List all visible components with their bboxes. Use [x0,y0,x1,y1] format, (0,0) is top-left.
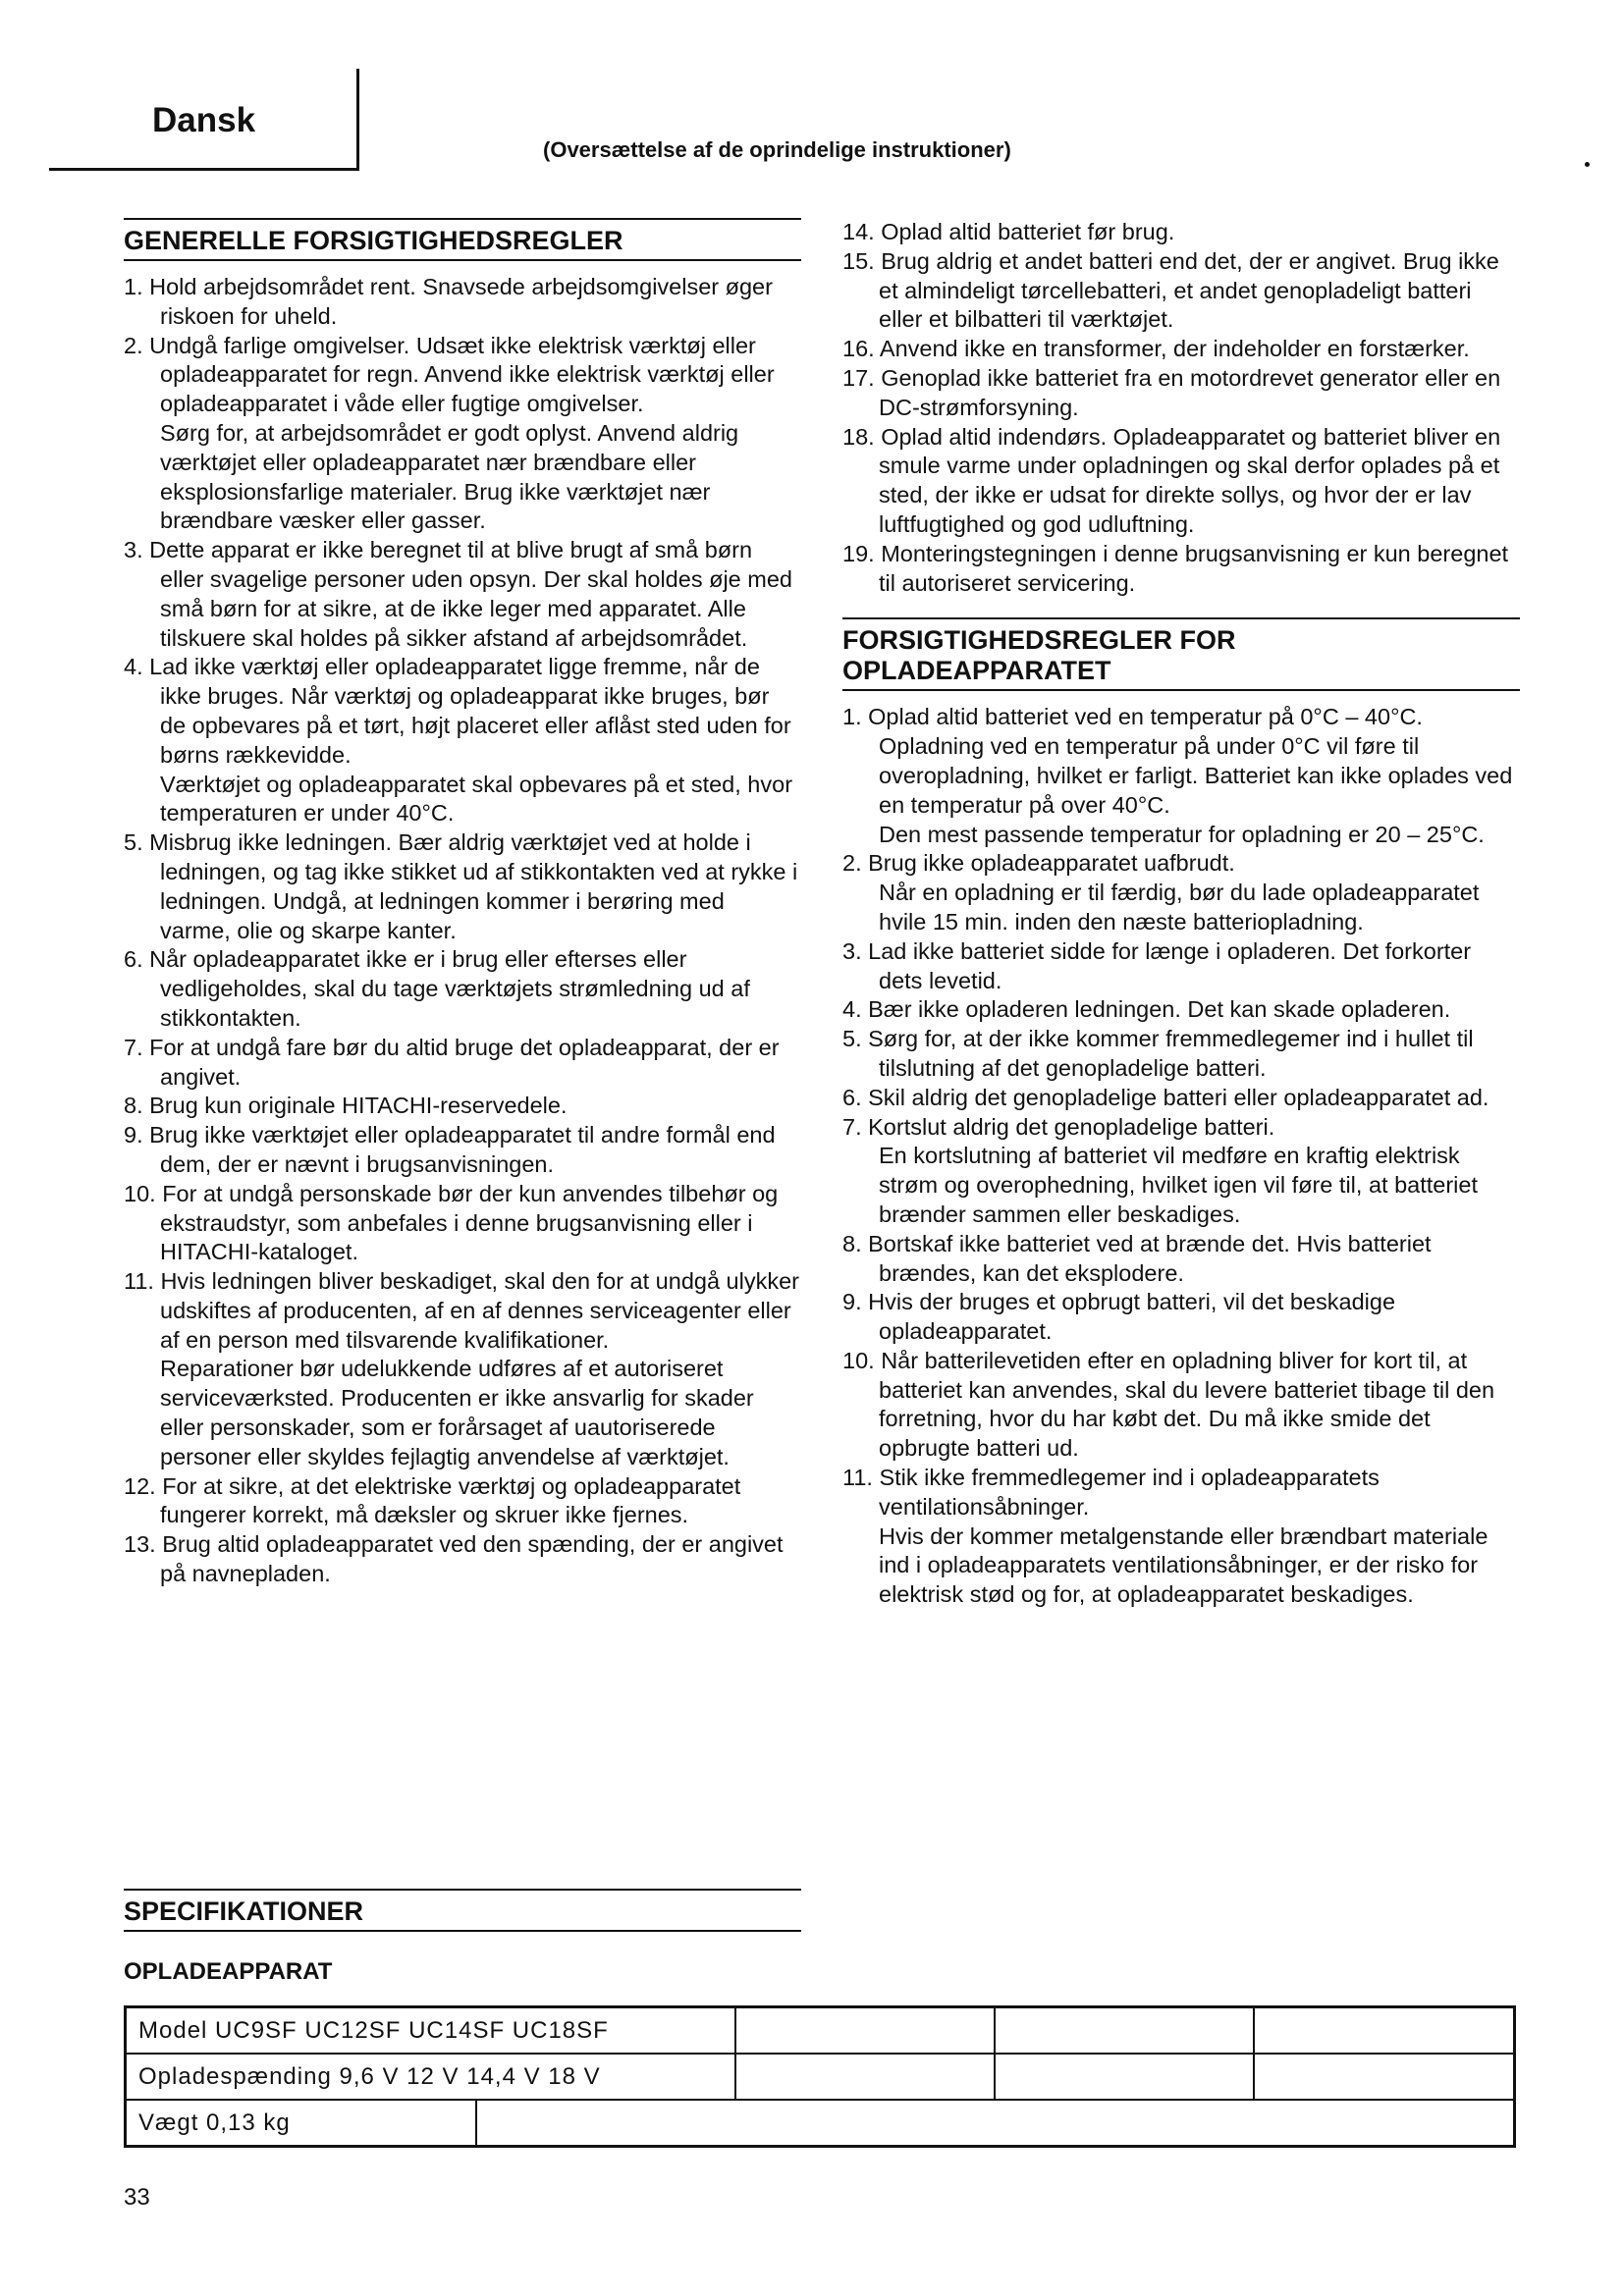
rule-item: 9. Brug ikke værktøjet eller opladeapparatet til andre formål end dem, der er nævnt i brugsanvisningen. [124,1122,776,1177]
spec-cell: Opladespænding 9,6 V 12 V 14,4 V 18 V [126,2054,735,2100]
rule-item: 12. For at sikre, at det elektriske værktøj og opladeapparatet fungerer korrekt, må dæksler og skruer ikke fjernes. [124,1472,741,1528]
rule-continuation: Værktøjet og opladeapparatet skal opbevares på et sted, hvor temperaturen er under 40°C. [160,771,793,827]
general-rules-list [124,273,801,1589]
rule-item: 6. Skil aldrig det genopladelige batteri eller opladeapparatet ad. [842,1084,1489,1110]
spec-row-model [126,2007,1515,2055]
rule-item: 2. Brug ikke opladeapparatet uafbrudt. [842,850,1235,877]
spec-cell [1254,2007,1515,2055]
rule-continuation: Den mest passende temperatur for opladning er 20 – 25°C. [879,821,1485,847]
specifications-title: SPECIFIKATIONER [124,1889,801,1932]
left-column [124,218,801,1589]
spec-cell [995,2054,1254,2100]
charger-rules-title [842,617,1520,691]
rule-continuation: Reparationer bør udelukkende udføres af et autoriseret serviceværksted. Producenten er ikke ansvarlig for skader eller personskader, som er forårsaget af uautoriserede personer eller skyldes fejlagtig anvendelse af værktøjet. [160,1356,754,1469]
rule-item: 9. Hvis der bruges et opbrugt batteri, vil det beskadige opladeapparatet. [842,1289,1396,1345]
rule-item: 8. Bortskaf ikke batteriet ved at brænde det. Hvis batteriet brændes, kan det eksplodere. [842,1230,1432,1286]
translation-note: (Oversættelse af de oprindelige instruktioner) [543,137,1011,162]
rule-item: 17. Genoplad ikke batteriet fra en motordrevet generator eller en DC-strømforsyning. [842,364,1501,420]
rule-item: 15. Brug aldrig et andet batteri end det, der er angivet. Brug ikke et almindeligt tørcellebatteri, et andet genopladeligt batteri eller et bilbatteri til værktøjet. [842,247,1499,333]
rule-item: 11. Stik ikke fremmedlegemer ind i opladeapparatets ventilationsåbninger. [842,1465,1380,1520]
rule-item: 19. Monteringstegningen i denne brugsanvisning er kun beregnet til autoriseret servicering. [842,540,1509,596]
rule-item: 11. Hvis ledningen bliver beskadiget, skal den for at undgå ulykker udskiftes af producenten, af en af dennes serviceagenter eller af en person med tilsvarende kvalifikationer. [124,1268,799,1353]
spec-cell [995,2007,1254,2055]
charger-rules-title-line2: OPLADEAPPARATET [842,656,1111,686]
language-label: Dansk [152,101,256,139]
spec-row-voltage [126,2054,1515,2100]
rule-item: 1. Hold arbejdsområdet rent. Snavsede arbejdsomgivelser øger riskoen for uheld. [124,274,773,329]
spec-cell [735,2054,995,2100]
rule-item: 7. Kortslut aldrig det genopladelige batteri. [842,1113,1275,1140]
general-rules-list-continued [842,218,1520,598]
rule-item: 1. Oplad altid batteriet ved en temperatur på 0°C – 40°C. Opladning ved en temperatur på under 0°C vil føre til overopladning, hvilket er farligt. Batteriet kan ikke oplades ved en temperatur på over 40°C. [842,704,1513,818]
rule-item: 13. Brug altid opladeapparatet ved den spænding, der er angivet på navnepladen. [124,1531,784,1587]
spec-row-weight [126,2100,1515,2147]
rule-item: 2. Undgå farlige omgivelser. Udsæt ikke elektrisk værktøj eller opladeapparatet for regn. Anvend ikke elektrisk værktøj eller opladeapparatet i våde eller fugtige omgivelser. [124,332,775,417]
spec-cell [735,2007,995,2055]
rule-item: 4. Bær ikke opladeren ledningen. Det kan skade opladeren. [842,996,1451,1023]
rule-item: 10. For at undgå personskade bør der kun anvendes tilbehør og ekstraudstyr, som anbefales i denne brugsanvisning eller i HITACHI-kataloget. [124,1180,779,1265]
rule-item: 7. For at undgå fare bør du altid bruge det opladeapparat, der er angivet. [124,1034,780,1090]
specifications-section [124,1889,801,1932]
general-rules-title: GENERELLE FORSIGTIGHEDSREGLER [124,218,801,261]
rule-item: 5. Sørg for, at der ikke kommer fremmedlegemer ind i hullet til tilslutning af det genopladelige batteri. [842,1026,1474,1081]
rule-item: 18. Oplad altid indendørs. Opladeapparatet og batteriet bliver en smule varme under opladningen og skal derfor oplades på et sted, der ikke er udsat for direkte sollys, og hvor der er lav luftfugtighed og god udluftning. [842,423,1501,537]
charger-subtitle: OPLADEAPPARAT [124,1958,333,1985]
rule-continuation: Når en opladning er til færdig, bør du lade opladeapparatet hvile 15 min. inden den næste batteriopladning. [879,880,1480,934]
charger-rules-list [842,703,1520,1610]
rule-item: 16. Anvend ikke en transformer, der indeholder en forstærker. [842,336,1470,362]
spec-cell: Model UC9SF UC12SF UC14SF UC18SF [126,2007,735,2055]
rule-item: 3. Lad ikke batteriet sidde for længe i opladeren. Det forkorter dets levetid. [842,937,1472,993]
spec-cell [1254,2054,1515,2100]
rule-item: 3. Dette apparat er ikke beregnet til at blive brugt af små børn eller svagelige personer uden opsyn. Der skal holdes øje med små børn for at sikre, at de ikke leger med apparatet. Alle tilskuere skal holdes på sikker afstand af arbejdsområdet. [124,537,792,651]
page-number: 33 [124,2184,150,2211]
rule-continuation: Hvis der kommer metalgenstande eller brændbart materiale ind i opladeapparatets ventilationsåbninger, er der risko for elektrisk stød og for, at opladeapparatet beskadiges. [879,1522,1489,1608]
charger-rules-title-line1: FORSIGTIGHEDSREGLER FOR [842,625,1236,656]
rule-item: 8. Brug kun originale HITACHI-reservedele. [124,1093,568,1119]
rule-item: 14. Oplad altid batteriet før brug. [842,219,1175,244]
rule-item: 6. Når opladeapparatet ikke er i brug eller efterses eller vedligeholdes, skal du tage værktøjets strømledning ud af stikkontakten. [124,946,750,1031]
rule-continuation: En kortslutning af batteriet vil medføre en kraftig elektrisk strøm og overophedning, hvilket igen vil føre til, at batteriet brænder sammen eller beskadiges. [879,1143,1478,1227]
rule-continuation: Sørg for, at arbejdsområdet er godt oplyst. Anvend aldrig værktøjet eller opladeapparatet nær brændbare eller eksplosionsfarlige materialer. Brug ikke værktøjet nær brændbare væsker eller gasser. [160,419,739,534]
rule-item: 4. Lad ikke værktøj eller opladeapparatet ligge fremme, når de ikke bruges. Når værktøj og opladeapparat ikke bruges, bør de opbevares på et tørt, højt placeret eller aflåst sted uden for børns rækkevidde. [124,654,791,768]
rule-item: 10. Når batterilevetiden efter en opladning bliver for kort til, at batteriet kan anvendes, skal du levere batteriet tibage til den forretning, hvor du har købt det. Du må ikke smide det opbrugte batteri ud. [842,1347,1495,1462]
page-dot [1585,162,1590,167]
spec-cell [476,2100,1515,2147]
spec-cell: Vægt 0,13 kg [126,2100,476,2147]
spec-table [124,2005,1516,2148]
right-column [842,218,1520,1610]
rule-item: 5. Misbrug ikke ledningen. Bær aldrig værktøjet ved at holde i ledningen, og tag ikke stikket ud af stikkontakten ved at rykke i ledningen. Undgå, at ledningen kommer i berøring med varme, olie og skarpe kanter. [124,829,798,943]
